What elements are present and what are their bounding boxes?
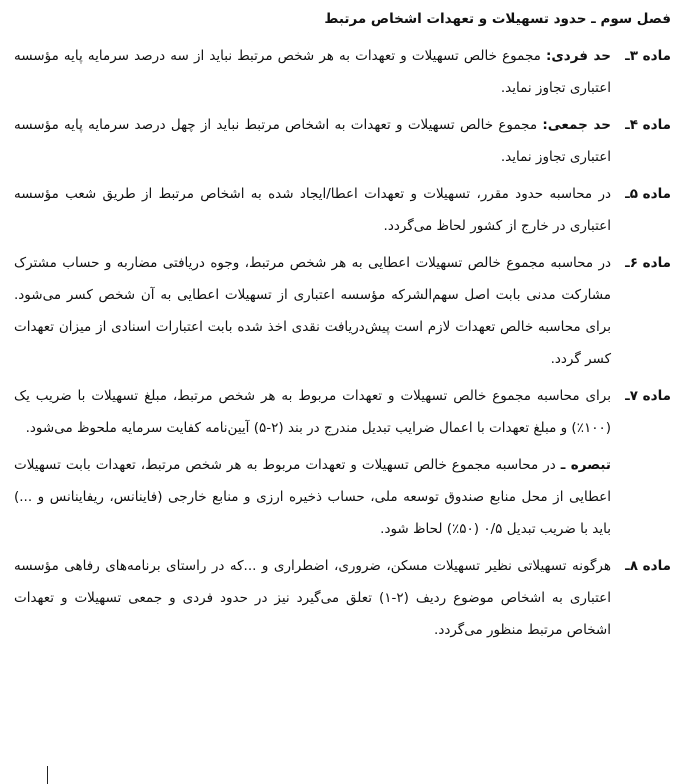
article-text: مجموع خالص تسهیلات و تعهدات به هر شخص مرتبط نباید از سه درصد سرمایه پایه مؤسسه اعتباری تجاوز نماید. bbox=[14, 48, 611, 96]
article-body bbox=[14, 380, 611, 444]
note-lead: تبصره ـ bbox=[560, 457, 611, 473]
article-text: هرگونه تسهیلاتی نظیر تسهیلات مسکن، ضروری، اضطراری و ...که در راستای برنامه‌های رفاهی مؤسسه اعتباری به اشخاص موضوع ردیف (۲-۱) تعلق می‌گیرد نیز در حدود فردی و جمعی تسهیلات و تعهدات اشخاص مرتبط منظور می‌گردد. bbox=[14, 558, 611, 638]
chapter-title: فصل سوم ـ حدود تسهیلات و تعهدات اشخاص مرتبط bbox=[324, 11, 671, 27]
article-7 bbox=[14, 380, 671, 444]
article-body bbox=[14, 550, 611, 646]
article-text: در محاسبه حدود مقرر، تسهیلات و تعهدات اعطا/ایجاد شده به اشخاص مرتبط از طریق شعب مؤسسه اعتباری در خارج از کشور لحاظ می‌گردد. bbox=[14, 186, 611, 234]
article-label: ماده ۷ـ bbox=[625, 388, 671, 404]
article-3 bbox=[14, 40, 671, 104]
article-body bbox=[14, 247, 611, 375]
article-body bbox=[14, 178, 611, 242]
article-6 bbox=[14, 247, 671, 375]
article-8 bbox=[14, 550, 671, 646]
note-text: در محاسبه مجموع خالص تسهیلات و تعهدات مربوط به هر شخص مرتبط، تعهدات بابت تسهیلات اعطایی از محل منابع صندوق توسعه ملی، حساب ذخیره ارزی و منابع خارجی (فاینانس، ریفاینانس و ...) باید با ضریب تبدیل ۰/۵ (۵۰٪) لحاظ شود. bbox=[14, 457, 611, 537]
margin-rule-line bbox=[47, 766, 48, 784]
article-lead: حد جمعی: bbox=[542, 117, 612, 133]
article-label: ماده ۵ـ bbox=[625, 186, 671, 202]
article-label: ماده ۸ـ bbox=[625, 558, 671, 574]
article-label: ماده ۶ـ bbox=[625, 255, 671, 271]
article-body bbox=[14, 109, 611, 173]
article-text: مجموع خالص تسهیلات و تعهدات به اشخاص مرتبط نباید از چهل درصد سرمایه پایه مؤسسه اعتباری تجاوز نماید. bbox=[14, 117, 611, 165]
article-lead: حد فردی: bbox=[546, 48, 612, 64]
article-text: در محاسبه مجموع خالص تسهیلات اعطایی به هر شخص مرتبط، وجوه دریافتی مضاربه و حساب مشترک مشارکت مدنی بابت اصل سهم‌الشرکه مؤسسه اعتباری از تسهیلات اعطایی به آن شخص کسر می‌شود. برای محاسبه خالص تعهدات لازم است پیش‌دریافت نقدی اخذ شده بابت اعتبارات اسنادی از میزان تعهدات کسر گردد. bbox=[14, 255, 611, 367]
article-text: برای محاسبه مجموع خالص تسهیلات و تعهدات مربوط به هر شخص مرتبط، مبلغ تسهیلات با ضریب یک (۱۰۰٪) و مبلغ تعهدات با اعمال ضرایب تبدیل مندرج در بند (۲-۵) آیین‌نامه کفایت سرمایه ملحوظ می‌شود. bbox=[14, 388, 611, 436]
article-5 bbox=[14, 178, 671, 242]
article-4 bbox=[14, 109, 671, 173]
article-body bbox=[14, 40, 611, 104]
article-label: ماده ۳ـ bbox=[625, 48, 671, 64]
note-paragraph bbox=[14, 449, 611, 545]
article-label: ماده ۴ـ bbox=[625, 117, 671, 133]
